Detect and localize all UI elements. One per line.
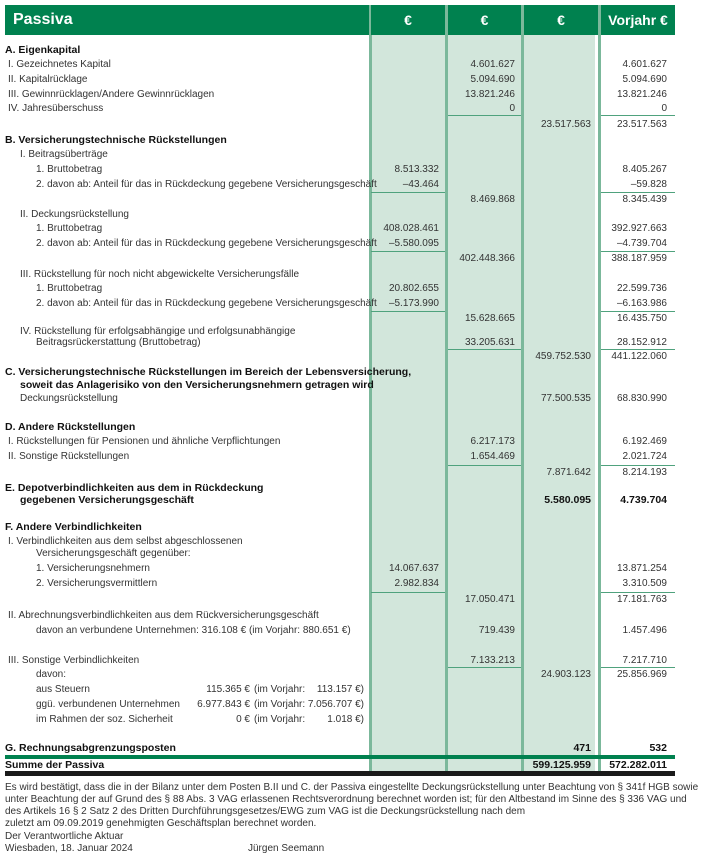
table-row — [0, 378, 722, 392]
subtotal-line — [601, 115, 675, 116]
table-row — [0, 758, 722, 772]
table-row — [0, 208, 722, 222]
row-label: III. Rückstellung für noch nicht abgewickelte Versicherungsfälle — [20, 269, 300, 280]
row-label: IV. Jahresüberschuss — [8, 103, 104, 114]
prior-year-value: 22.599.736 — [616, 283, 667, 294]
row-label: Summe der Passiva — [5, 759, 105, 771]
subtotal-line — [601, 311, 675, 312]
subtotal-line — [601, 592, 675, 593]
table-row — [0, 624, 722, 638]
row-label: 2. Versicherungsvermittlern — [36, 578, 158, 589]
amount-c1: 2.982.834 — [394, 578, 439, 589]
amount-c2: 7.133.213 — [470, 655, 515, 666]
subtotal-line — [371, 311, 445, 312]
row-label: soweit das Anlagerisiko von den Versicherungsnehmern getragen wird — [20, 379, 374, 391]
place-and-date: Wiesbaden, 18. Januar 2024 — [5, 843, 133, 854]
amount-c2: 8.469.868 — [470, 194, 515, 205]
row-label: 2. davon ab: Anteil für das in Rückdeckung gegebene Versicherungsgeschäft — [36, 298, 377, 309]
amount-c3: 459.752.530 — [535, 351, 591, 362]
subtotal-line — [601, 465, 675, 466]
prior-year-sub-amount: 113.157 €) — [316, 684, 364, 695]
table-row — [0, 365, 722, 379]
row-label: II. Deckungsrückstellung — [20, 209, 129, 220]
actuary-title: Der Verantwortliche Aktuar — [5, 831, 124, 842]
subtotal-line — [448, 667, 521, 668]
row-label: Beitragsrückerstattung (Bruttobetrag) — [36, 337, 201, 348]
table-row — [0, 654, 722, 668]
row-label: III. Gewinnrücklagen/Andere Gewinnrücklagen — [8, 89, 215, 100]
table-title: Passiva — [5, 5, 369, 35]
amount-c2: 719.439 — [478, 625, 515, 636]
amount-c2: 15.628.665 — [464, 313, 515, 324]
row-label: 1. Bruttobetrag — [36, 164, 103, 175]
prior-year-value: 441.122.060 — [611, 351, 667, 362]
table-row — [0, 698, 722, 712]
prior-year-value: 5.094.690 — [622, 74, 667, 85]
column-header-1: € — [371, 5, 445, 35]
amount-c3: 7.871.642 — [546, 467, 591, 478]
row-label: davon an verbundene Unternehmen: 316.108 € (im Vorjahr: 880.651 €) — [36, 625, 351, 636]
table-row — [0, 683, 722, 697]
amount-c2: 402.448.366 — [459, 253, 515, 264]
column-header-2: € — [448, 5, 521, 35]
table-row — [0, 102, 722, 116]
row-label: I. Gezeichnetes Kapital — [8, 59, 111, 70]
prior-year-value: 388.187.959 — [611, 253, 667, 264]
table-row — [0, 268, 722, 282]
subtotal-line — [601, 251, 675, 252]
amount-c3: 5.580.095 — [544, 494, 591, 506]
prior-year-value: –4.739.704 — [616, 238, 667, 249]
amount-c3: 23.517.563 — [540, 119, 591, 130]
amount-c2: 33.205.631 — [464, 337, 515, 348]
amount-c3: 471 — [573, 742, 591, 754]
prior-year-value: 4.739.704 — [620, 494, 667, 506]
table-row — [0, 435, 722, 449]
prior-year-value: 8.214.193 — [622, 467, 667, 478]
amount-c1: 14.067.637 — [388, 563, 439, 574]
table-row — [0, 148, 722, 162]
row-label: B. Versicherungstechnische Rückstellungen — [5, 134, 227, 146]
row-label: Deckungsrückstellung — [20, 393, 118, 404]
amount-c3: 77.500.535 — [540, 393, 591, 404]
row-label: im Rahmen der soz. Sicherheit — [36, 714, 173, 725]
row-label: ggü. verbundenen Unternehmen — [36, 699, 180, 710]
prior-year-label: (im Vorjahr: — [254, 684, 306, 695]
table-row — [0, 593, 722, 607]
amount-c2: 17.050.471 — [464, 594, 515, 605]
actuary-confirmation-line-1: Es wird bestätigt, dass die in der Bilanz unter dem Posten B.II und C. der Passiva eingestellte Deckungsrückstellung unter Beachtung von § 341f HGB sowie — [5, 782, 699, 793]
row-label: davon: — [36, 669, 67, 680]
row-label: 1. Bruttobetrag — [36, 283, 103, 294]
row-label: II. Sonstige Rückstellungen — [8, 451, 130, 462]
row-label: II. Abrechnungsverbindlichkeiten aus dem Rückversicherungsgeschäft — [8, 610, 319, 621]
amount-c3: 599.125.959 — [532, 759, 591, 771]
row-label: I. Beitragsüberträge — [20, 149, 108, 160]
table-row — [0, 547, 722, 561]
table-row — [0, 163, 722, 177]
amount-c2: 6.217.173 — [470, 436, 515, 447]
table-row — [0, 312, 722, 326]
row-label: II. Kapitalrücklage — [8, 74, 88, 85]
table-row — [0, 466, 722, 480]
row-label: 1. Bruttobetrag — [36, 223, 103, 234]
table-row — [0, 297, 722, 311]
sub-amount: 115.365 € — [206, 684, 250, 695]
prior-year-sub-amount: 7.056.707 €) — [307, 699, 364, 710]
column-header-prior-year: Vorjahr € — [601, 5, 675, 35]
table-row — [0, 193, 722, 207]
prior-year-label: (im Vorjahr: — [254, 699, 306, 710]
sub-amount: 0 € — [236, 714, 250, 725]
subtotal-line — [371, 592, 445, 593]
table-row — [0, 336, 722, 350]
prior-year-value: 16.435.750 — [616, 313, 667, 324]
table-bottom-rule — [5, 771, 675, 776]
actuary-confirmation-line-4: zuletzt am 09.09.2019 genehmigten Geschäftsplan berechnet worden. — [5, 818, 317, 829]
row-label: 1. Versicherungsnehmern — [36, 563, 150, 574]
prior-year-value: 68.830.990 — [616, 393, 667, 404]
amount-c3: 24.903.123 — [540, 669, 591, 680]
subtotal-line — [601, 192, 675, 193]
row-label: IV. Rückstellung für erfolgsabhängige und erfolgsunabhängige — [20, 326, 296, 337]
prior-year-value: 13.821.246 — [616, 89, 667, 100]
table-row — [0, 450, 722, 464]
subtotal-line — [371, 251, 445, 252]
table-row — [0, 562, 722, 576]
sub-amount: 6.977.843 € — [197, 699, 250, 710]
prior-year-label: (im Vorjahr: — [254, 714, 306, 725]
row-label: A. Eigenkapital — [5, 44, 81, 56]
prior-year-value: 4.601.627 — [622, 59, 667, 70]
amount-c1: –5.173.990 — [388, 298, 439, 309]
prior-year-value: –6.163.986 — [616, 298, 667, 309]
actuary-confirmation-line-3: des Artikels 16 § 2 Satz 2 des Dritten Durchführungsgesetzes/EWG zum VAG ist die Deckungsrückstellung nach dem — [5, 806, 526, 817]
table-row — [0, 133, 722, 147]
table-row — [0, 178, 722, 192]
row-label: III. Sonstige Verbindlichkeiten — [8, 655, 140, 666]
amount-c1: 8.513.332 — [394, 164, 439, 175]
table-row — [0, 420, 722, 434]
prior-year-value: –59.828 — [630, 179, 667, 190]
actuary-confirmation-line-2: unter Beachtung der auf Grund des § 88 Abs. 3 VAG erlassenen Rechtsverordnung berechnet worden ist; für den Altbestand im Sinne des § 336 VAG und — [5, 794, 687, 805]
subtotal-line — [601, 349, 675, 350]
subtotal-line — [601, 667, 675, 668]
prior-year-value: 3.310.509 — [622, 578, 667, 589]
table-row — [0, 73, 722, 87]
prior-year-value: 572.282.011 — [609, 759, 667, 771]
amount-c2: 4.601.627 — [470, 59, 515, 70]
signatory-name: Jürgen Seemann — [248, 843, 325, 854]
subtotal-line — [448, 115, 521, 116]
table-row — [0, 252, 722, 266]
table-row — [0, 222, 722, 236]
prior-year-value: 6.192.469 — [622, 436, 667, 447]
table-row — [0, 350, 722, 364]
prior-year-value: 0 — [661, 103, 667, 114]
prior-year-sub-amount: 1.018 €) — [327, 714, 364, 725]
row-label: D. Andere Rückstellungen — [5, 421, 136, 433]
table-row — [0, 58, 722, 72]
row-label: I. Verbindlichkeiten aus dem selbst abgeschlossenen — [8, 536, 243, 547]
prior-year-value: 25.856.969 — [616, 669, 667, 680]
prior-year-value: 1.457.496 — [622, 625, 667, 636]
amount-c2: 0 — [509, 103, 515, 114]
table-row — [0, 43, 722, 57]
table-row — [0, 282, 722, 296]
table-row — [0, 493, 722, 507]
amount-c2: 5.094.690 — [470, 74, 515, 85]
prior-year-value: 17.181.763 — [616, 594, 667, 605]
table-row — [0, 668, 722, 682]
total-separator — [5, 755, 675, 759]
row-label: G. Rechnungsabgrenzungsposten — [5, 742, 176, 754]
table-row — [0, 609, 722, 623]
row-label: aus Steuern — [36, 684, 90, 695]
prior-year-value: 8.345.439 — [622, 194, 667, 205]
subtotal-line — [448, 465, 521, 466]
prior-year-value: 13.871.254 — [616, 563, 667, 574]
subtotal-line — [448, 349, 521, 350]
amount-c1: 408.028.461 — [383, 223, 439, 234]
row-label: Versicherungsgeschäft gegenüber: — [36, 548, 191, 559]
table-row — [0, 237, 722, 251]
row-label: 2. davon ab: Anteil für das in Rückdeckung gegebene Versicherungsgeschäft — [36, 238, 377, 249]
table-row — [0, 741, 722, 755]
prior-year-value: 28.152.912 — [616, 337, 667, 348]
amount-c1: –43.464 — [402, 179, 439, 190]
table-row — [0, 520, 722, 534]
row-label: gegebenen Versicherungsgeschäft — [20, 494, 194, 506]
amount-c2: 13.821.246 — [464, 89, 515, 100]
table-row — [0, 577, 722, 591]
prior-year-value: 532 — [649, 742, 667, 754]
amount-c1: –5.580.095 — [388, 238, 439, 249]
column-header-3: € — [524, 5, 598, 35]
prior-year-value: 2.021.724 — [622, 451, 667, 462]
prior-year-value: 392.927.663 — [611, 223, 667, 234]
row-label: C. Versicherungstechnische Rückstellungen im Bereich der Lebensversicherung, — [5, 366, 412, 378]
subtotal-line — [371, 192, 445, 193]
row-label: 2. davon ab: Anteil für das in Rückdeckung gegebene Versicherungsgeschäft — [36, 179, 377, 190]
amount-c2: 1.654.469 — [470, 451, 515, 462]
row-label: I. Rückstellungen für Pensionen und ähnliche Verpflichtungen — [8, 436, 281, 447]
row-label: E. Depotverbindlichkeiten aus dem in Rückdeckung — [5, 482, 264, 494]
table-row — [0, 392, 722, 406]
table-row — [0, 118, 722, 132]
table-row — [0, 88, 722, 102]
table-row — [0, 713, 722, 727]
prior-year-value: 7.217.710 — [622, 655, 667, 666]
prior-year-value: 8.405.267 — [622, 164, 667, 175]
amount-c1: 20.802.655 — [388, 283, 439, 294]
prior-year-value: 23.517.563 — [616, 119, 667, 130]
row-label: F. Andere Verbindlichkeiten — [5, 521, 142, 533]
